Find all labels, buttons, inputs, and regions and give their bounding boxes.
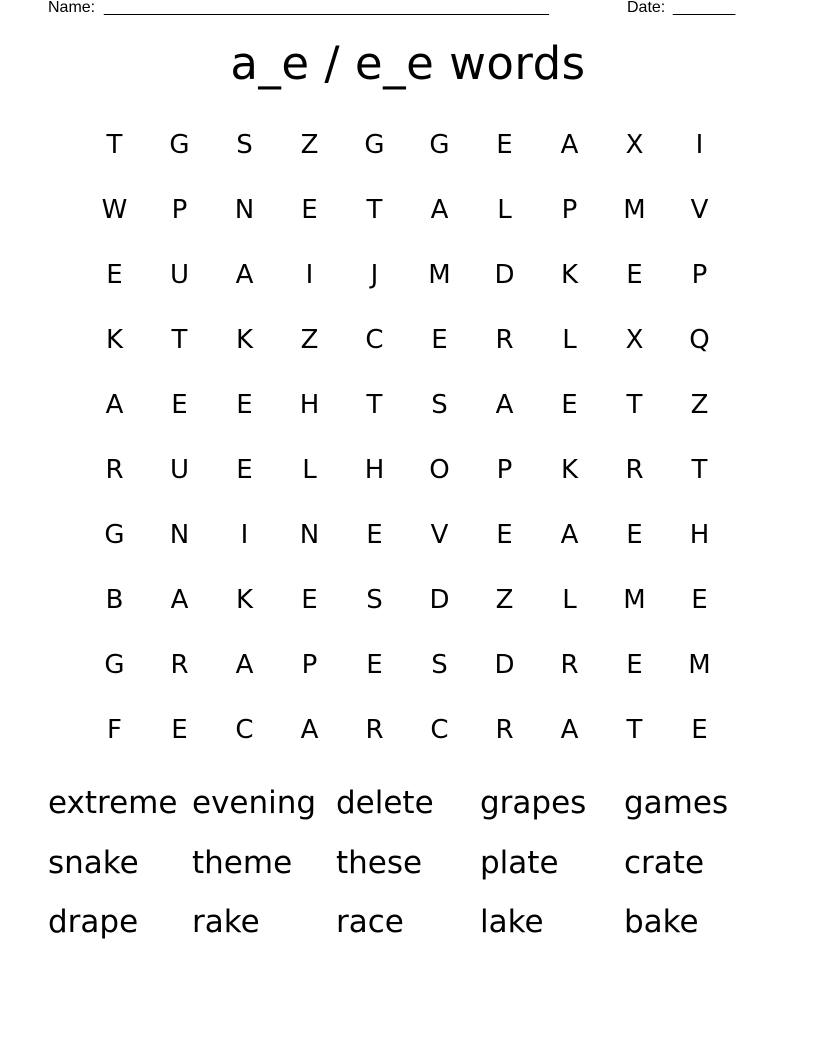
- name-blank-line: __________________________________________________: [104, 0, 549, 16]
- grid-letter: R: [170, 649, 189, 680]
- grid-letter: N: [234, 194, 255, 225]
- grid-letter: L: [562, 324, 577, 355]
- grid-letter: R: [495, 714, 514, 745]
- grid-letter: Z: [300, 324, 319, 355]
- date-blank-line: _______: [673, 0, 736, 16]
- grid-letter: E: [171, 714, 188, 745]
- grid-letter: Z: [690, 389, 709, 420]
- grid-letter: E: [236, 454, 253, 485]
- grid-letter: C: [430, 714, 449, 745]
- word-search-grid: [82, 112, 732, 762]
- grid-letter: R: [625, 454, 644, 485]
- grid-letter: K: [235, 584, 254, 615]
- grid-letter: U: [169, 454, 190, 485]
- word-bank-item: snake: [48, 844, 139, 881]
- grid-letter: E: [366, 649, 383, 680]
- grid-letter: D: [494, 649, 515, 680]
- word-bank-item: plate: [480, 844, 559, 881]
- word-bank-item: crate: [624, 844, 705, 881]
- grid-letter: E: [431, 324, 448, 355]
- grid-letter: C: [365, 324, 384, 355]
- grid-letter: Z: [495, 584, 514, 615]
- grid-letter: T: [626, 714, 643, 745]
- grid-letter: T: [366, 389, 383, 420]
- grid-letter: W: [101, 194, 128, 225]
- word-bank-item: games: [624, 785, 729, 821]
- grid-letter: P: [301, 649, 318, 680]
- word-bank-item: delete: [336, 785, 434, 821]
- grid-letter: A: [300, 714, 319, 745]
- grid-letter: E: [691, 584, 708, 615]
- grid-letter: X: [625, 129, 644, 160]
- grid-letter: I: [240, 519, 249, 550]
- word-bank-item: evening: [192, 785, 317, 821]
- grid-letter: E: [171, 389, 188, 420]
- word-bank-item: bake: [624, 904, 699, 940]
- grid-letter: N: [169, 519, 190, 550]
- grid-letter: V: [430, 519, 449, 550]
- grid-letter: S: [431, 389, 448, 420]
- grid-letter: G: [104, 519, 125, 550]
- word-bank-item: theme: [192, 844, 293, 881]
- grid-letter: J: [370, 259, 379, 290]
- name-label: Name:: [48, 0, 96, 16]
- grid-letter: A: [560, 714, 579, 745]
- grid-letter: X: [625, 324, 644, 355]
- grid-letter: P: [171, 194, 188, 225]
- grid-letter: E: [496, 519, 513, 550]
- word-bank-item: race: [336, 904, 404, 940]
- grid-letter: G: [429, 129, 450, 160]
- grid-letter: A: [560, 129, 579, 160]
- grid-letter: M: [623, 584, 646, 615]
- word-bank-item: rake: [192, 904, 260, 940]
- grid-letter: C: [235, 714, 254, 745]
- word-bank-item: grapes: [480, 785, 587, 821]
- page-title: a_e / e_e words: [230, 37, 586, 90]
- word-bank-item: drape: [48, 904, 139, 940]
- grid-letter: T: [691, 454, 708, 485]
- grid-letter: I: [305, 259, 314, 290]
- grid-letter: S: [366, 584, 383, 615]
- grid-letter: T: [106, 129, 123, 160]
- grid-letter: E: [236, 389, 253, 420]
- grid-letter: H: [689, 519, 710, 550]
- grid-letter: T: [626, 389, 643, 420]
- grid-letter: K: [560, 454, 579, 485]
- grid-letter: A: [170, 584, 189, 615]
- grid-letter: E: [496, 129, 513, 160]
- grid-letter: M: [688, 649, 711, 680]
- grid-letter: A: [430, 194, 449, 225]
- grid-letter: R: [560, 649, 579, 680]
- grid-letter: D: [494, 259, 515, 290]
- grid-letter: T: [366, 194, 383, 225]
- grid-letter: A: [235, 649, 254, 680]
- word-bank-item: extreme: [48, 785, 178, 821]
- grid-letter: I: [695, 129, 704, 160]
- grid-letter: L: [302, 454, 317, 485]
- grid-letter: S: [236, 129, 253, 160]
- grid-letter: A: [495, 389, 514, 420]
- grid-letter: S: [431, 649, 448, 680]
- grid-letter: O: [429, 454, 450, 485]
- grid-letter: E: [366, 519, 383, 550]
- grid-letter: A: [560, 519, 579, 550]
- grid-letter: E: [691, 714, 708, 745]
- grid-letter: A: [105, 389, 124, 420]
- grid-letter: T: [171, 324, 188, 355]
- grid-letter: V: [690, 194, 709, 225]
- word-bank: [48, 778, 768, 957]
- grid-letter: F: [107, 714, 122, 745]
- word-bank-item: these: [336, 844, 423, 881]
- grid-letter: H: [364, 454, 385, 485]
- grid-letter: P: [496, 454, 513, 485]
- grid-letter: G: [104, 649, 125, 680]
- grid-letter: E: [561, 389, 578, 420]
- grid-letter: U: [169, 259, 190, 290]
- grid-letter: K: [235, 324, 254, 355]
- grid-letter: L: [562, 584, 577, 615]
- grid-letter: R: [365, 714, 384, 745]
- grid-letter: D: [429, 584, 450, 615]
- grid-letter: H: [299, 389, 320, 420]
- grid-letter: E: [626, 259, 643, 290]
- grid-letter: N: [299, 519, 320, 550]
- grid-letter: E: [301, 194, 318, 225]
- date-label: Date:: [627, 0, 666, 16]
- grid-letter: P: [561, 194, 578, 225]
- word-bank-item: lake: [480, 904, 544, 940]
- grid-letter: R: [495, 324, 514, 355]
- grid-letter: E: [626, 519, 643, 550]
- grid-letter: Z: [300, 129, 319, 160]
- header-line: [48, 0, 748, 18]
- grid-letter: G: [169, 129, 190, 160]
- grid-letter: K: [560, 259, 579, 290]
- grid-letter: E: [106, 259, 123, 290]
- grid-letter: G: [364, 129, 385, 160]
- grid-letter: P: [691, 259, 708, 290]
- grid-letter: M: [623, 194, 646, 225]
- grid-letter: L: [497, 194, 512, 225]
- grid-letter: Q: [689, 324, 710, 355]
- grid-letter: E: [626, 649, 643, 680]
- grid-letter: A: [235, 259, 254, 290]
- grid-letter: M: [428, 259, 451, 290]
- grid-letter: E: [301, 584, 318, 615]
- grid-letter: R: [105, 454, 124, 485]
- grid-letter: K: [105, 324, 124, 355]
- grid-letter: B: [105, 584, 124, 615]
